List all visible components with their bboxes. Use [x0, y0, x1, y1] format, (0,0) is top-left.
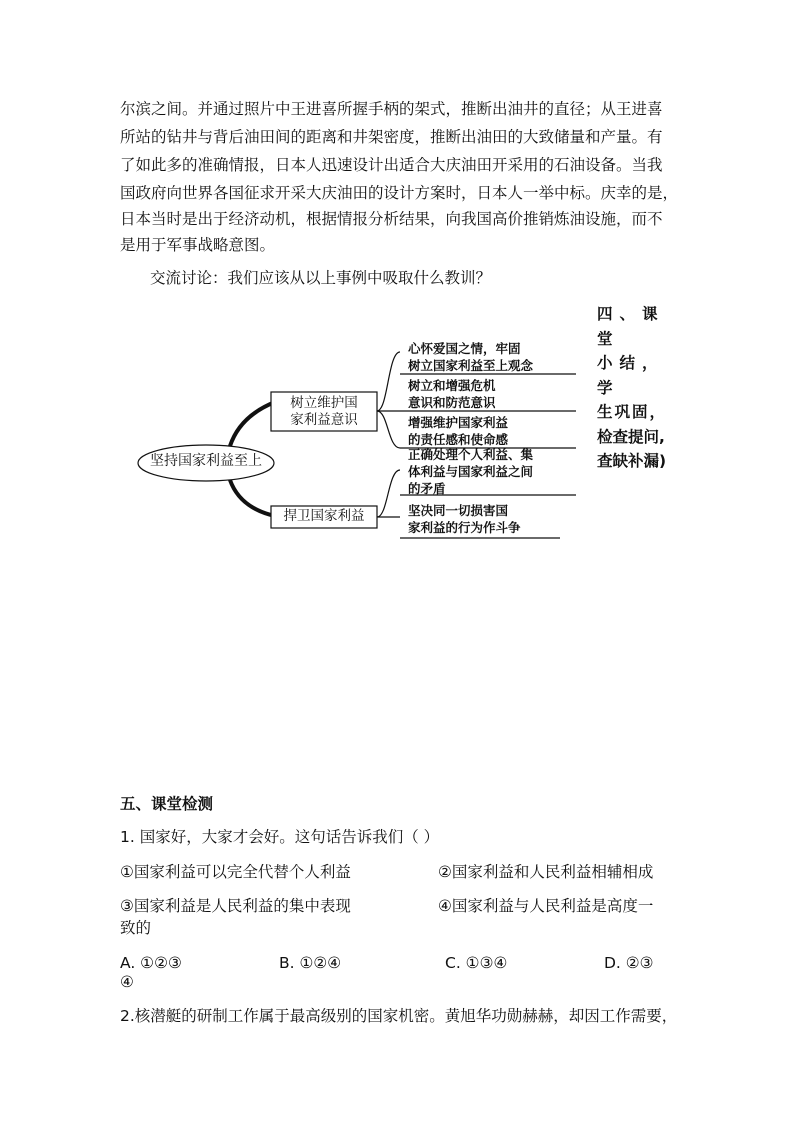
leaf-node	[408, 377, 496, 411]
leaf3-connector	[377, 411, 400, 448]
option-4-wrap: 致的	[120, 919, 152, 937]
leaf-line: 的矛盾	[408, 481, 446, 496]
leaf-line: 树立和增强危机	[408, 378, 496, 393]
leaf-line: 的责任感和使命感	[408, 432, 509, 447]
section-title: 五、课堂检测	[120, 795, 214, 813]
summary-line-1	[597, 302, 677, 351]
choice-c: C. ①③④	[445, 954, 508, 972]
leaf-node	[408, 446, 533, 497]
passage-line: 是用于军事战略意图。	[120, 236, 276, 254]
passage-line: 所站的钻井与背后油田间的距离和井架密度，推断出油田的大致储量和产量。有	[120, 128, 663, 146]
choice-d: D. ②③	[604, 954, 654, 972]
branch2-curve	[230, 480, 275, 516]
summary-line-5: 查缺补漏)	[597, 452, 667, 470]
option-1: ①国家利益可以完全代替个人利益	[120, 863, 351, 881]
option-4: ④国家利益与人民利益是高度一	[438, 897, 654, 915]
choice-d-wrap: ④	[120, 973, 134, 991]
leaf-node	[408, 502, 521, 536]
leaf-node	[408, 414, 508, 448]
root-node: 坚持国家利益至上	[150, 453, 262, 469]
passage-line: 日本当时是出于经济动机，根据情报分析结果，向我国高价推销炼油设施，而不	[120, 210, 663, 228]
leaf-node	[408, 340, 533, 374]
choice-a: A. ①②③	[120, 954, 182, 972]
option-row	[120, 860, 351, 884]
option-2: ②国家利益和人民利益相辅相成	[438, 863, 654, 881]
branch1-node	[271, 395, 377, 429]
summary-line-1-text: 四、课堂	[597, 305, 665, 348]
leaf-line: 心怀爱国之情，牢固	[408, 341, 521, 356]
summary-line-3: 生巩固，	[597, 403, 668, 421]
leaf-line: 家利益的行为作斗争	[408, 520, 521, 535]
leaf4-connector	[377, 470, 400, 517]
branch1-curve	[230, 402, 275, 446]
passage-line: 国政府向世界各国征求开采大庆油田的设计方案时，日本人一举中标。庆幸的是，	[120, 184, 679, 202]
branch1-line: 家利益意识	[290, 412, 358, 428]
leaf-line: 坚决同一切损害国	[408, 503, 509, 518]
passage-line: 了如此多的准确情报，日本人迅速设计出适合大庆油田开采用的石油设备。当我	[120, 156, 663, 174]
leaf-line: 意识和防范意识	[408, 395, 496, 410]
choice-b: B. ①②④	[279, 954, 342, 972]
summary-line-2: 小结，学	[597, 354, 665, 397]
discussion-prompt: 交流讨论：我们应该从以上事例中吸取什么教训？	[150, 269, 492, 287]
leaf-line: 树立国家利益至上观念	[408, 358, 534, 373]
branch2-node: 捍卫国家利益	[283, 508, 365, 524]
mind-map	[130, 336, 590, 546]
summary-line-4: 检查提问,	[597, 427, 665, 446]
leaf-line: 增强维护国家利益	[408, 415, 509, 430]
summary-note	[597, 302, 677, 474]
leaf-line: 体利益与国家利益之间	[408, 464, 534, 479]
leaf1-connector	[377, 352, 400, 411]
passage-line: 尔滨之间。并通过照片中王进喜所握手柄的架式，推断出油井的直径；从王进喜	[120, 100, 663, 118]
branch1-line: 树立维护国	[290, 395, 358, 411]
question-1-stem: 1. 国家好，大家才会好。这句话告诉我们（ ）	[120, 828, 440, 846]
option-3: ③国家利益是人民利益的集中表现	[120, 897, 351, 915]
question-2-stem: 2.核潜艇的研制工作属于最高级别的国家机密。黄旭华功勋赫赫，却因工作需要，	[120, 1007, 678, 1025]
leaf-line: 正确处理个人利益、集	[408, 447, 534, 462]
